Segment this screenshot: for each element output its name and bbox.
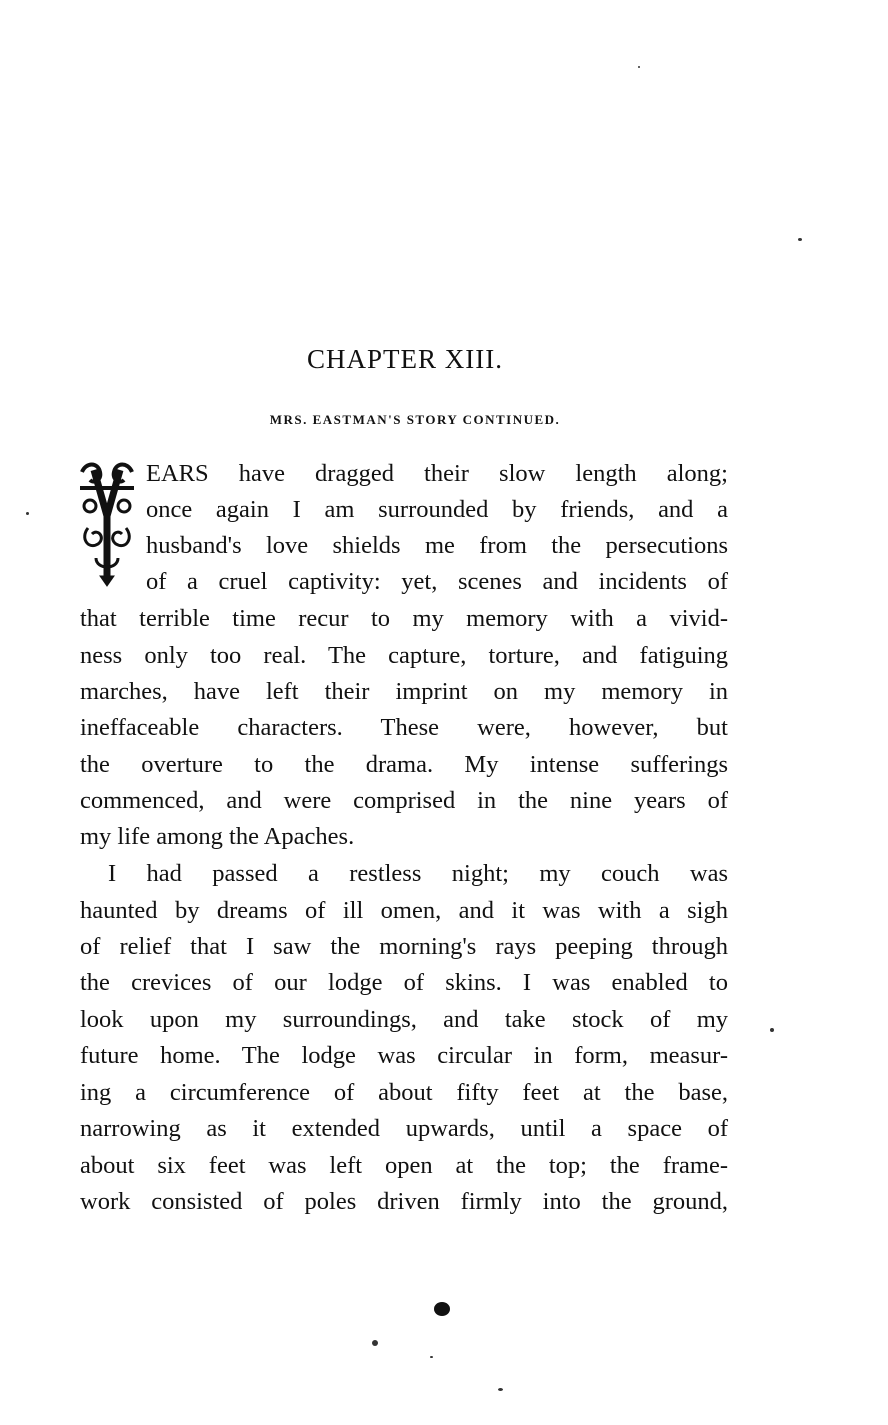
text-line: look upon my surroundings, and take stock of my: [80, 1006, 728, 1033]
text-line: marches, have left their imprint on my memory in: [80, 678, 728, 705]
text-line: narrowing as it extended upwards, until a space of: [80, 1115, 728, 1142]
dropcap-ornament-icon: [76, 458, 138, 588]
text-line: ineffaceable characters. These were, however, but: [80, 714, 728, 741]
chapter-subtitle: MRS. EASTMAN'S STORY CONTINUED.: [269, 412, 561, 427]
text-line: of a cruel captivity: yet, scenes and incidents of: [146, 568, 728, 595]
chapter-title: CHAPTER XIII.: [307, 344, 503, 374]
text-line: future home. The lodge was circular in form, measur-: [80, 1042, 728, 1069]
text-line: my life among the Apaches.: [80, 823, 355, 850]
text-line: the overture to the drama. My intense sufferings: [80, 751, 728, 778]
text-line: ness only too real. The capture, torture, and fatiguing: [80, 642, 728, 669]
text-line: EARS have dragged their slow length along;: [146, 460, 728, 487]
text-line: commenced, and were comprised in the nine years of: [80, 787, 728, 814]
text-line: I had passed a restless night; my couch was: [108, 860, 728, 887]
text-line: husband's love shields me from the persecutions: [146, 532, 728, 559]
text-line: work consisted of poles driven firmly into the ground,: [80, 1188, 728, 1215]
text-line: of relief that I saw the morning's rays peeping through: [80, 933, 728, 960]
scan-speck: [372, 1340, 378, 1346]
scan-speck: [770, 1028, 774, 1032]
text-line: ing a circumference of about fifty feet at the base,: [80, 1079, 728, 1106]
scan-speck: [434, 1302, 450, 1316]
text-line: the crevices of our lodge of skins. I was enabled to: [80, 969, 728, 996]
scan-speck: [638, 66, 640, 68]
scan-speck: [26, 512, 29, 515]
text-line: once again I am surrounded by friends, and a: [146, 496, 728, 523]
scan-speck: [430, 1356, 433, 1358]
text-line: that terrible time recur to my memory with a vivid-: [80, 605, 728, 632]
text-line: haunted by dreams of ill omen, and it was with a sigh: [80, 897, 728, 924]
text-line: about six feet was left open at the top; the frame-: [80, 1152, 728, 1179]
scan-speck: [498, 1388, 503, 1391]
scan-speck: [798, 238, 802, 241]
